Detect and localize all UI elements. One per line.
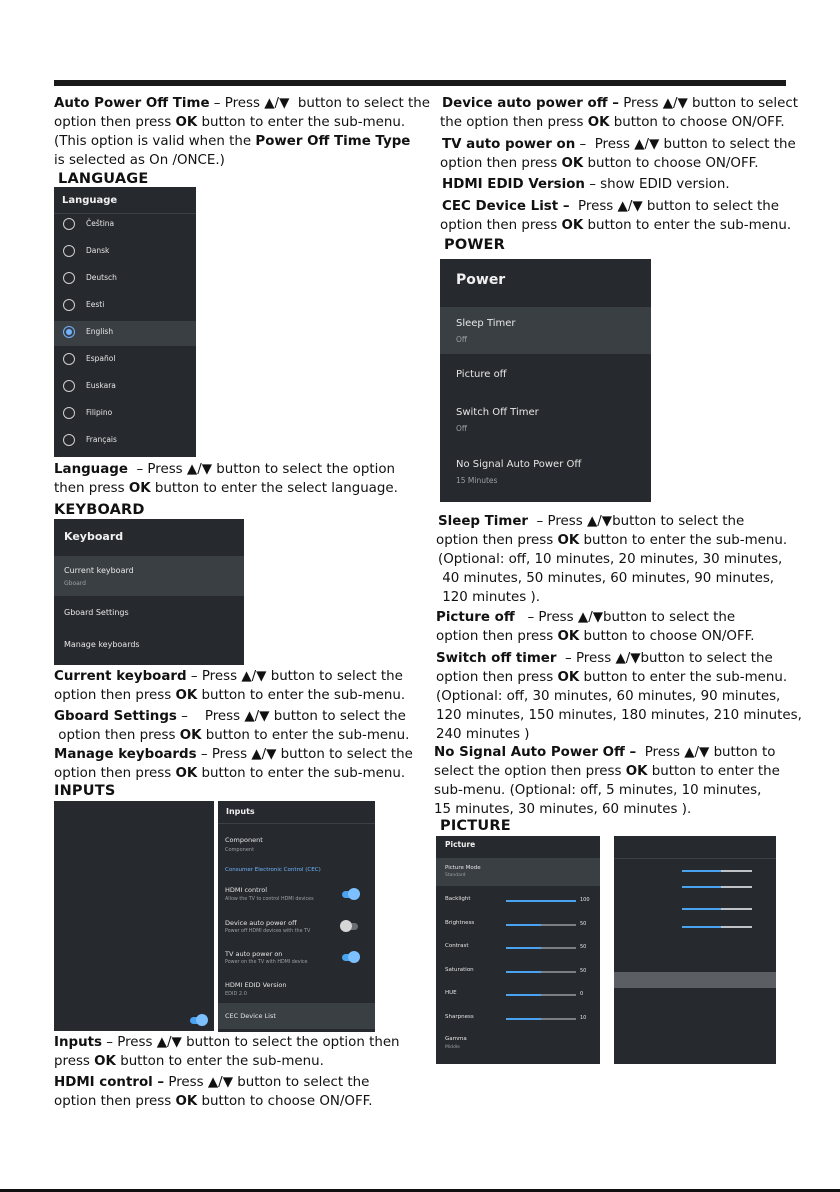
gamma-item[interactable]: Gamma — [445, 1036, 467, 1042]
device-auto-power-off-desc-line2: the option then press OK button to choose ON/OFF. — [440, 115, 785, 130]
gboard-settings-item[interactable]: Gboard Settings — [64, 608, 129, 617]
no-signal-desc-line1: No Signal Auto Power Off – Press ▲/▼ button to — [434, 745, 776, 760]
hdmi-control-item[interactable]: HDMI control — [225, 886, 268, 894]
cec-device-list-desc-line1: CEC Device List – Press ▲/▼ button to select the — [442, 199, 780, 214]
gboard-settings-desc-line1: Gboard Settings – Press ▲/▼ button to select the — [54, 709, 406, 724]
picture-mode-label: Picture Mode — [445, 865, 481, 871]
sleep-timer-item[interactable] — [440, 307, 651, 354]
language-option[interactable] — [54, 375, 196, 400]
cec-section-label: Consumer Electronic Control (CEC) — [225, 867, 321, 873]
picture-setting-label: Saturation — [445, 966, 474, 973]
current-keyboard-label: Current keyboard — [64, 566, 134, 575]
slider-fill — [682, 926, 721, 928]
picture-setting-row[interactable] — [436, 1014, 600, 1032]
switch-off-timer-desc-line4: 120 minutes, 150 minutes, 180 minutes, 210 minutes, — [436, 708, 802, 723]
language-option-label: Français — [86, 435, 117, 444]
picture-setting-row[interactable] — [436, 896, 600, 914]
inputs-heading: INPUTS — [54, 783, 116, 799]
picture-setting-slider[interactable] — [506, 1018, 576, 1020]
device-auto-power-off-toggle[interactable] — [342, 923, 358, 930]
language-option[interactable] — [54, 402, 196, 427]
picture-heading: PICTURE — [440, 818, 511, 834]
picture-setting-label: Sharpness — [445, 1013, 474, 1020]
keyboard-panel-title: Keyboard — [64, 530, 124, 543]
picture-setting-value: 0 — [580, 991, 584, 997]
picture-setting-row[interactable] — [436, 990, 600, 1008]
no-signal-auto-power-off-item[interactable]: No Signal Auto Power Off — [456, 459, 582, 470]
no-signal-auto-power-off-value: 15 Minutes — [456, 476, 498, 485]
inputs-panel-title: Inputs — [226, 807, 255, 816]
switch-off-timer-item[interactable]: Switch Off Timer — [456, 407, 539, 418]
no-signal-desc-line2: select the option then press OK button to enter the — [434, 764, 780, 779]
slider-fill — [506, 971, 541, 973]
sleep-timer-desc-line5: 120 minutes ). — [438, 590, 541, 605]
power-heading: POWER — [444, 237, 506, 253]
language-panel — [54, 187, 196, 457]
auto-power-off-time-line3: (This option is valid when the Power Off Time Type — [54, 134, 411, 149]
picture-setting-label: Backlight — [445, 896, 471, 902]
manage-keyboards-desc-line2: option then press OK button to enter the sub-menu. — [54, 766, 406, 781]
current-keyboard-desc-line1: Current keyboard – Press ▲/▼ button to select the — [54, 669, 403, 684]
language-option[interactable] — [54, 267, 196, 292]
picture-setting-slider[interactable] — [506, 924, 576, 926]
picture-mode-item[interactable] — [436, 858, 600, 886]
picture-setting-value: 100 — [580, 897, 590, 903]
language-heading: LANGUAGE — [58, 171, 149, 187]
cec-device-list-desc-line2: option then press OK button to enter the sub-menu. — [440, 218, 792, 233]
gboard-settings-desc-line2: option then press OK button to enter the sub-menu. — [54, 728, 410, 743]
sleep-timer-desc-line3: (Optional: off, 10 minutes, 20 minutes, 30 minutes, — [438, 552, 783, 567]
picture-setting-label: HUE — [445, 990, 457, 996]
language-option[interactable] — [54, 321, 196, 346]
picture-panel-title: Picture — [445, 840, 476, 849]
picture-setting-slider[interactable] — [506, 994, 576, 996]
language-option[interactable] — [54, 240, 196, 265]
picture-setting-slider[interactable] — [506, 971, 576, 973]
picture-panel — [436, 836, 600, 1064]
sleep-timer-desc-line2: option then press OK button to enter the sub-menu. — [436, 533, 788, 548]
tv-auto-power-on-desc-line1: TV auto power on – Press ▲/▼ button to select the — [442, 137, 796, 152]
picture-setting-slider[interactable] — [506, 900, 576, 902]
hdmi-control-toggle[interactable] — [342, 891, 358, 898]
no-signal-desc-line3: sub-menu. (Optional: off, 5 minutes, 10 minutes, — [434, 783, 762, 798]
radio-button-icon[interactable] — [63, 434, 75, 446]
auto-power-off-time-line2: option then press OK button to enter the sub-menu. — [54, 115, 406, 130]
manage-keyboards-item[interactable]: Manage keyboards — [64, 640, 140, 649]
language-desc-line2: then press OK button to enter the select language. — [54, 481, 398, 496]
top-rule — [54, 80, 786, 86]
language-panel-title: Language — [62, 195, 118, 206]
switch-off-timer-desc-line2: option then press OK button to enter the sub-menu. — [436, 670, 788, 685]
secondary-slider[interactable] — [682, 886, 752, 888]
keyboard-heading: KEYBOARD — [54, 502, 145, 518]
inputs-background-panel — [54, 801, 214, 1031]
device-auto-power-off-sub: Power off HDMI devices with the TV — [225, 929, 311, 934]
picture-panel-secondary — [614, 836, 776, 1064]
secondary-highlight-row[interactable] — [614, 972, 776, 988]
radio-button-icon[interactable] — [63, 272, 75, 284]
language-option-label: Eesti — [86, 300, 105, 309]
switch-off-timer-desc-line1: Switch off timer – Press ▲/▼button to select the — [436, 651, 773, 666]
current-keyboard-item[interactable] — [54, 556, 244, 596]
radio-button-icon[interactable] — [63, 380, 75, 392]
no-signal-desc-line4: 15 minutes, 30 minutes, 60 minutes ). — [434, 802, 692, 817]
tv-auto-power-on-sub: Power on the TV with HDMI device — [225, 960, 308, 965]
radio-button-icon[interactable] — [63, 299, 75, 311]
power-panel — [440, 259, 651, 502]
picture-off-item[interactable]: Picture off — [456, 369, 507, 380]
inputs-desc-line1: Inputs – Press ▲/▼ button to select the option then — [54, 1035, 400, 1050]
auto-power-off-time-line1: Auto Power Off Time – Press ▲/▼ button to select the — [54, 96, 431, 111]
language-option[interactable] — [54, 294, 196, 319]
language-option[interactable] — [54, 348, 196, 373]
slider-fill — [682, 886, 721, 888]
language-option-label: English — [86, 327, 114, 336]
language-desc-line1: Language – Press ▲/▼ button to select the option — [54, 462, 396, 477]
sleep-timer-value: Off — [456, 335, 468, 344]
tv-auto-power-on-desc-line2: option then press OK button to choose ON/OFF. — [440, 156, 759, 171]
picture-setting-row[interactable] — [436, 967, 600, 985]
secondary-slider[interactable] — [682, 908, 752, 910]
device-auto-power-off-item[interactable]: Device auto power off — [225, 919, 297, 927]
radio-button-icon[interactable] — [63, 407, 75, 419]
sleep-timer-desc-line4: 40 minutes, 50 minutes, 60 minutes, 90 minutes, — [438, 571, 775, 586]
slider-fill — [506, 994, 541, 996]
manage-keyboards-desc-line1: Manage keyboards – Press ▲/▼ button to select the — [54, 747, 413, 762]
hdmi-edid-item[interactable]: HDMI EDID Version — [225, 981, 287, 989]
gamma-value: Middle — [445, 1045, 460, 1050]
picture-off-desc-line2: option then press OK button to choose ON/OFF. — [436, 629, 755, 644]
hdmi-edid-desc: HDMI EDID Version – show EDID version. — [442, 177, 730, 192]
inputs-desc-line2: press OK button to enter the sub-menu. — [54, 1054, 324, 1069]
picture-setting-row[interactable] — [436, 943, 600, 961]
picture-setting-label: Contrast — [445, 943, 469, 949]
picture-setting-slider[interactable] — [506, 947, 576, 949]
picture-setting-label: Brightness — [445, 919, 475, 926]
secondary-slider[interactable] — [682, 926, 752, 928]
slider-fill — [506, 947, 541, 949]
language-option[interactable] — [54, 429, 196, 454]
inputs-panel — [218, 801, 375, 1032]
switch-off-timer-desc-line3: (Optional: off, 30 minutes, 60 minutes, 90 minutes, — [436, 689, 781, 704]
hdmi-control-sub: Allow the TV to control HDMI devices — [225, 897, 314, 902]
slider-fill — [682, 870, 721, 872]
language-option-label: Euskara — [86, 381, 116, 390]
hdmi-edid-sub: EDID 2.0 — [225, 991, 247, 997]
device-auto-power-off-desc-line1: Device auto power off – Press ▲/▼ button to select — [442, 96, 798, 111]
picture-mode-value: Standard — [445, 873, 466, 878]
cec-device-list-item[interactable] — [218, 1003, 375, 1029]
radio-button-icon[interactable] — [63, 245, 75, 257]
picture-setting-value: 50 — [580, 967, 587, 974]
component-item[interactable]: Component — [225, 836, 263, 844]
switch-off-timer-value: Off — [456, 424, 468, 433]
picture-off-desc-line1: Picture off – Press ▲/▼button to select the — [436, 610, 736, 625]
radio-button-icon[interactable] — [63, 353, 75, 365]
language-option-label: Filipino — [86, 408, 113, 417]
language-option-label: Dansk — [86, 246, 110, 255]
language-option-label: Deutsch — [86, 273, 117, 282]
switch-off-timer-desc-line5: 240 minutes ) — [436, 727, 530, 742]
language-option[interactable] — [54, 213, 196, 238]
picture-setting-value: 50 — [580, 920, 587, 927]
slider-fill — [506, 924, 541, 926]
sleep-timer-label: Sleep Timer — [456, 318, 516, 329]
current-keyboard-value: Gboard — [64, 580, 86, 587]
power-panel-title: Power — [456, 272, 506, 288]
cec-device-list-label: CEC Device List — [225, 1012, 276, 1020]
auto-power-off-time-line4: is selected as On /ONCE.) — [54, 153, 225, 168]
tv-auto-power-on-toggle[interactable] — [342, 954, 358, 961]
secondary-slider[interactable] — [682, 870, 752, 872]
language-option-label: Español — [86, 354, 116, 363]
tv-auto-power-on-item[interactable]: TV auto power on — [225, 950, 283, 958]
slider-fill — [682, 908, 721, 910]
slider-fill — [506, 1018, 541, 1020]
current-keyboard-desc-line2: option then press OK button to enter the sub-menu. — [54, 688, 406, 703]
component-sub: Component — [225, 847, 255, 853]
picture-setting-value: 10 — [580, 1014, 587, 1021]
sleep-timer-desc-line1: Sleep Timer – Press ▲/▼button to select the — [438, 514, 745, 529]
hdmi-control-desc-line1: HDMI control – Press ▲/▼ button to select the — [54, 1075, 370, 1090]
radio-button-icon[interactable] — [63, 326, 75, 338]
slider-fill — [506, 900, 576, 902]
keyboard-panel — [54, 519, 244, 665]
toggle-switch[interactable] — [190, 1017, 206, 1024]
picture-setting-value: 50 — [580, 944, 587, 950]
hdmi-control-desc-line2: option then press OK button to choose ON/OFF. — [54, 1094, 373, 1109]
language-option-label: Čeština — [86, 219, 115, 228]
radio-button-icon[interactable] — [63, 218, 75, 230]
picture-setting-row[interactable] — [436, 920, 600, 938]
